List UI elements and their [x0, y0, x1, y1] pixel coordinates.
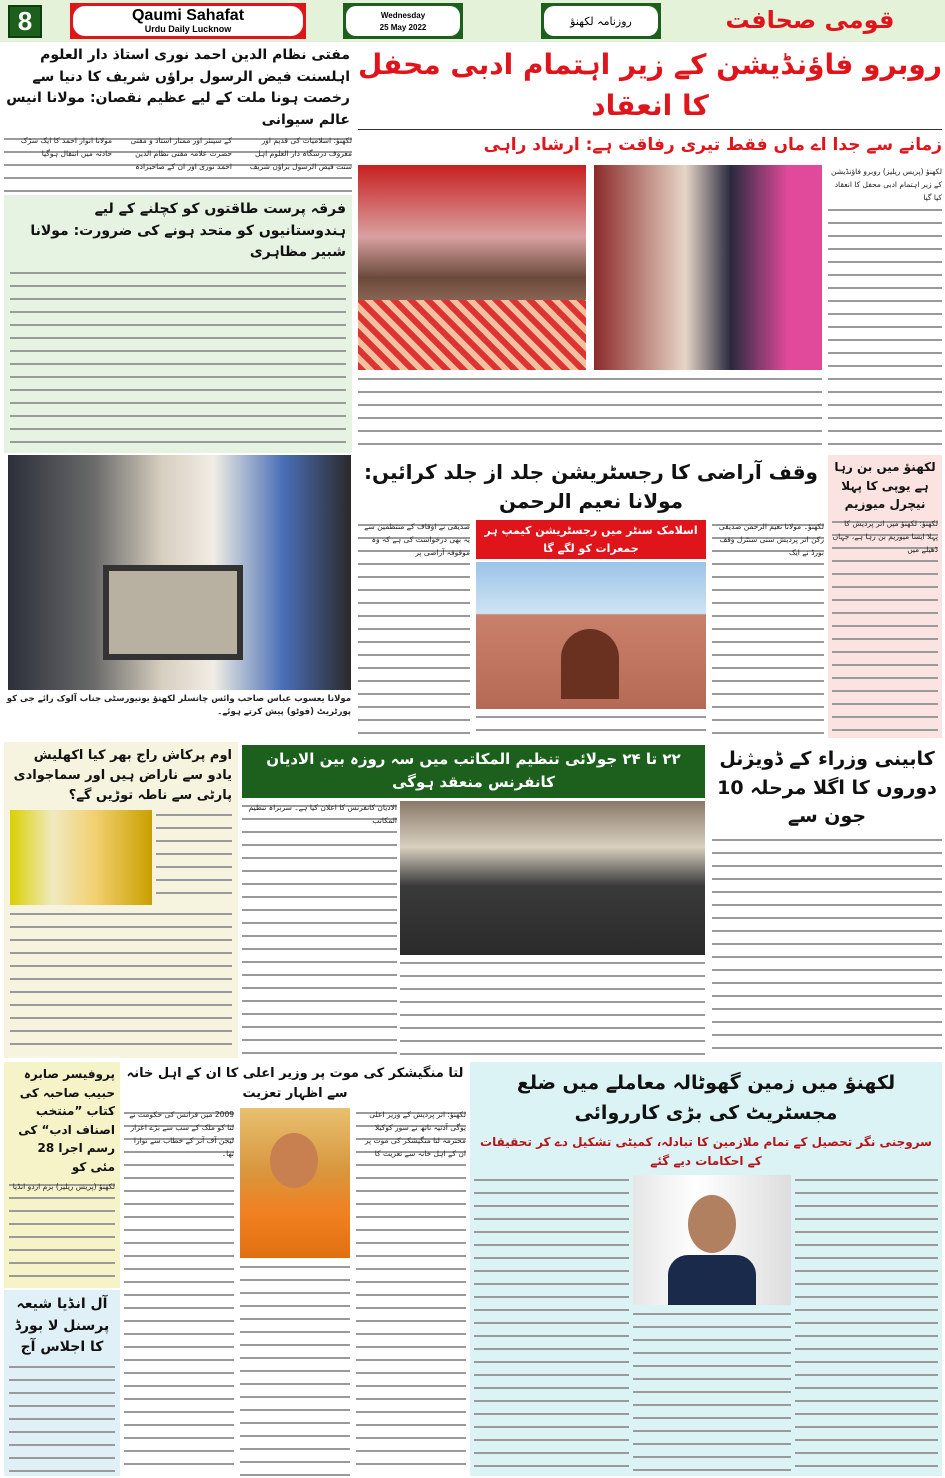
- article-body-conference-2: [400, 958, 705, 1058]
- article-body-firqa: [10, 268, 346, 449]
- article-body-lata-3: [240, 1262, 350, 1476]
- article-body-rubaru-cont: [358, 374, 822, 452]
- article-body-waqf-3: [476, 712, 706, 740]
- headline-firqa: فرقہ پرست طاقتوں کو کچلنے کے لیے ہندوستانیوں کو متحد ہونے کی ضرورت: مولانا شبیر مظاہری: [30, 201, 346, 261]
- article-body-shia-board: [9, 1362, 115, 1472]
- article-body-conference: الادیان کانفرنس کا اعلان کیا ہے۔ سربراہ تنظیم المکاتب: [242, 801, 397, 1059]
- subheadline-rubaru: زمانے سے جدا اے ماں فقط تیری رفاقت ہے: ارشاد راہی: [483, 135, 942, 156]
- headline-zameen: لکھنؤ میں زمین گھوٹالہ معاملے میں ضلع مجسٹریٹ کی بڑی کارروائی: [516, 1072, 896, 1125]
- photo-book-release: [594, 165, 822, 370]
- article-body-zameen-3: [633, 1309, 791, 1472]
- roznama-label: روزنامہ لکھنؤ: [570, 14, 632, 28]
- article-body-museum: لکھنؤ: لکھنؤ میں اتر پردیش کا پہلا ایسا میوزیم بن رہا ہے، جہاں ڈھیلے میں: [832, 517, 938, 735]
- photo-portrait-presentation: [8, 455, 351, 690]
- headline-rubaru: روبرو فاؤنڈیشن کے زیر اہتمام ادبی محفل کا انعقاد: [358, 48, 942, 122]
- headline-shia-board: آل انڈیا شیعہ پرسنل لا بورڈ کا اجلاس آج: [14, 1296, 110, 1356]
- headline-lata: لتا منگیشکر کی موت پر وزیر اعلی کا ان کے اہل خانہ سے اظہار تعزیت: [126, 1066, 464, 1102]
- brand-box: [70, 3, 306, 39]
- photo-caption: مولانا یعسوب عباس صاحب وائس چانسلر لکھنؤ یونیورسٹی جناب آلوک رائے جی کو پورٹریٹ (فوٹو) پیش کرتے ہوئے۔: [6, 694, 351, 717]
- photo-islamic-centre: [476, 562, 706, 709]
- roznama-box: [541, 3, 661, 39]
- article-cabinet: [712, 745, 942, 1058]
- article-sabira: [4, 1062, 120, 1288]
- article-waqf: [358, 458, 824, 740]
- photo-conference-hall: [400, 801, 705, 956]
- article-body-sabira: لکھنؤ (پریس ریلیز) بزم اردو انڈیا: [9, 1180, 115, 1285]
- headline-omprakash: اوم پرکاش راج بھر کیا اکھلیش یادو سے ناراض ہیں اور سماجوادی پارٹی سے ناطہ توڑیں گے؟: [13, 748, 232, 804]
- article-mufti: [4, 45, 352, 193]
- photo-district-magistrate: [633, 1175, 791, 1305]
- brand-tagline: Urdu Daily Lucknow: [144, 24, 232, 34]
- brand-name-en: Qaumi Sahafat: [131, 7, 245, 24]
- weekday: Wednesday: [380, 10, 426, 20]
- article-firqa: [4, 195, 352, 453]
- page-number: 8: [8, 5, 42, 38]
- date-box: [343, 3, 463, 39]
- article-body-zameen: [474, 1175, 629, 1472]
- photo-group-event: [358, 165, 586, 370]
- article-body-omprakash: [156, 810, 232, 905]
- masthead: [0, 0, 945, 42]
- headline-mufti: مفتی نظام الدین احمد نوری استاذ دار العلوم اہلسنت فیض الرسول براؤں شریف کا دنیا سے رخصت ہونا ملت کے لیے عظیم نقصان: مولانا انیس عالم سیوانی: [6, 47, 350, 129]
- brand-name-ur: قومی صحافت: [725, 6, 895, 34]
- subheadline-zameen: سروجنی نگر تحصیل کے تمام ملازمین کا تبادلہ، کمیٹی تشکیل دے کر تحقیقات کے احکامات دیے گئے: [480, 1134, 932, 1168]
- headline-museum: لکھنؤ میں بن رہا ہے یوپی کا پہلا نیچرل میوزیم: [834, 460, 936, 512]
- headline-sabira: پروفیسر صابرہ حبیب صاحبہ کی کتاب ”منتخب اصناف ادب“ کی رسم اجرا 28 مئی کو: [18, 1067, 115, 1174]
- date: 25 May 2022: [379, 22, 427, 32]
- article-body-lata-2: 2009 میں فرانس کی حکومت نے لتا کو ملک کے سب سے بڑے اعزاز لیجن آف آنر کے خطاب سے نوازا تھا۔: [124, 1108, 234, 1476]
- headline-cabinet: کابینی وزراء کے ڈویژنل دوروں کا اگلا مرحلہ 10 جون سے: [717, 748, 937, 827]
- divider: [358, 129, 942, 130]
- article-shia-board: [4, 1290, 120, 1476]
- article-lata: [124, 1064, 466, 1476]
- article-body-zameen-2: [795, 1175, 938, 1472]
- article-conference: [242, 745, 705, 1058]
- photo-chief-minister: [240, 1108, 350, 1258]
- article-body-omprakash-2: [10, 909, 232, 1054]
- photo-politicians: [10, 810, 152, 905]
- article-omprakash: [4, 742, 238, 1058]
- headline-waqf: وقف آراضی کا رجسٹریشن جلد از جلد کرائیں: مولانا نعیم الرحمن: [364, 460, 818, 513]
- article-rubaru: [358, 45, 942, 452]
- article-body-waqf-2: صدیقی نے اوقاف کے منتظمین سے یہ بھی درخواست کی ہے کہ وہ موقوفہ آراضی پر: [358, 520, 470, 740]
- article-body-cabinet: [712, 835, 942, 1059]
- article-body-rubaru: لکھنؤ (پریس ریلیز) روبرو فاؤنڈیشن کے زیر اہتمام ادبی محفل کا انعقاد کیا گیا: [828, 165, 942, 452]
- article-zameen: [470, 1062, 942, 1476]
- headline-conference: ۲۲ تا ۲۴ جولائی تنظیم المکاتب میں سہ روزہ بین الادیان کانفرنس منعقد ہوگی: [242, 745, 705, 798]
- article-body-lata: لکھنؤ: اتر پردیش کے وزیر اعلی یوگی آدتیہ ناتھ نے سور کوکیلا محترمہ لتا منگیشکر کی موت پر ان کے اہل خانہ سے تعزیت کا: [356, 1108, 466, 1476]
- article-body-waqf: لکھنؤ۔ مولانا نعیم الرحمن صدیقی رکن اتر پردیش سنی سنٹرل وقف بورڈ نے ایک: [712, 520, 824, 740]
- article-museum: [828, 455, 942, 738]
- waqf-banner: اسلامک سنٹر میں رجسٹریشن کیمپ ہر جمعرات کو لگے گا: [476, 520, 706, 559]
- article-body-mufti: لکھنؤ: اسلامیات کی قدیم اور معروف درسگاہ دار العلوم اہل سنت فیض الرسول براؤں شریف کے سینئر اور ممتاز استاذ و مفتی حضرت علامہ مفتی نظام الدین احمد نوری اور ان کے صاحبزادہ مولانا انوار احمد کا ایک سڑک حادثہ میں انتقال ہوگیا: [4, 134, 352, 193]
